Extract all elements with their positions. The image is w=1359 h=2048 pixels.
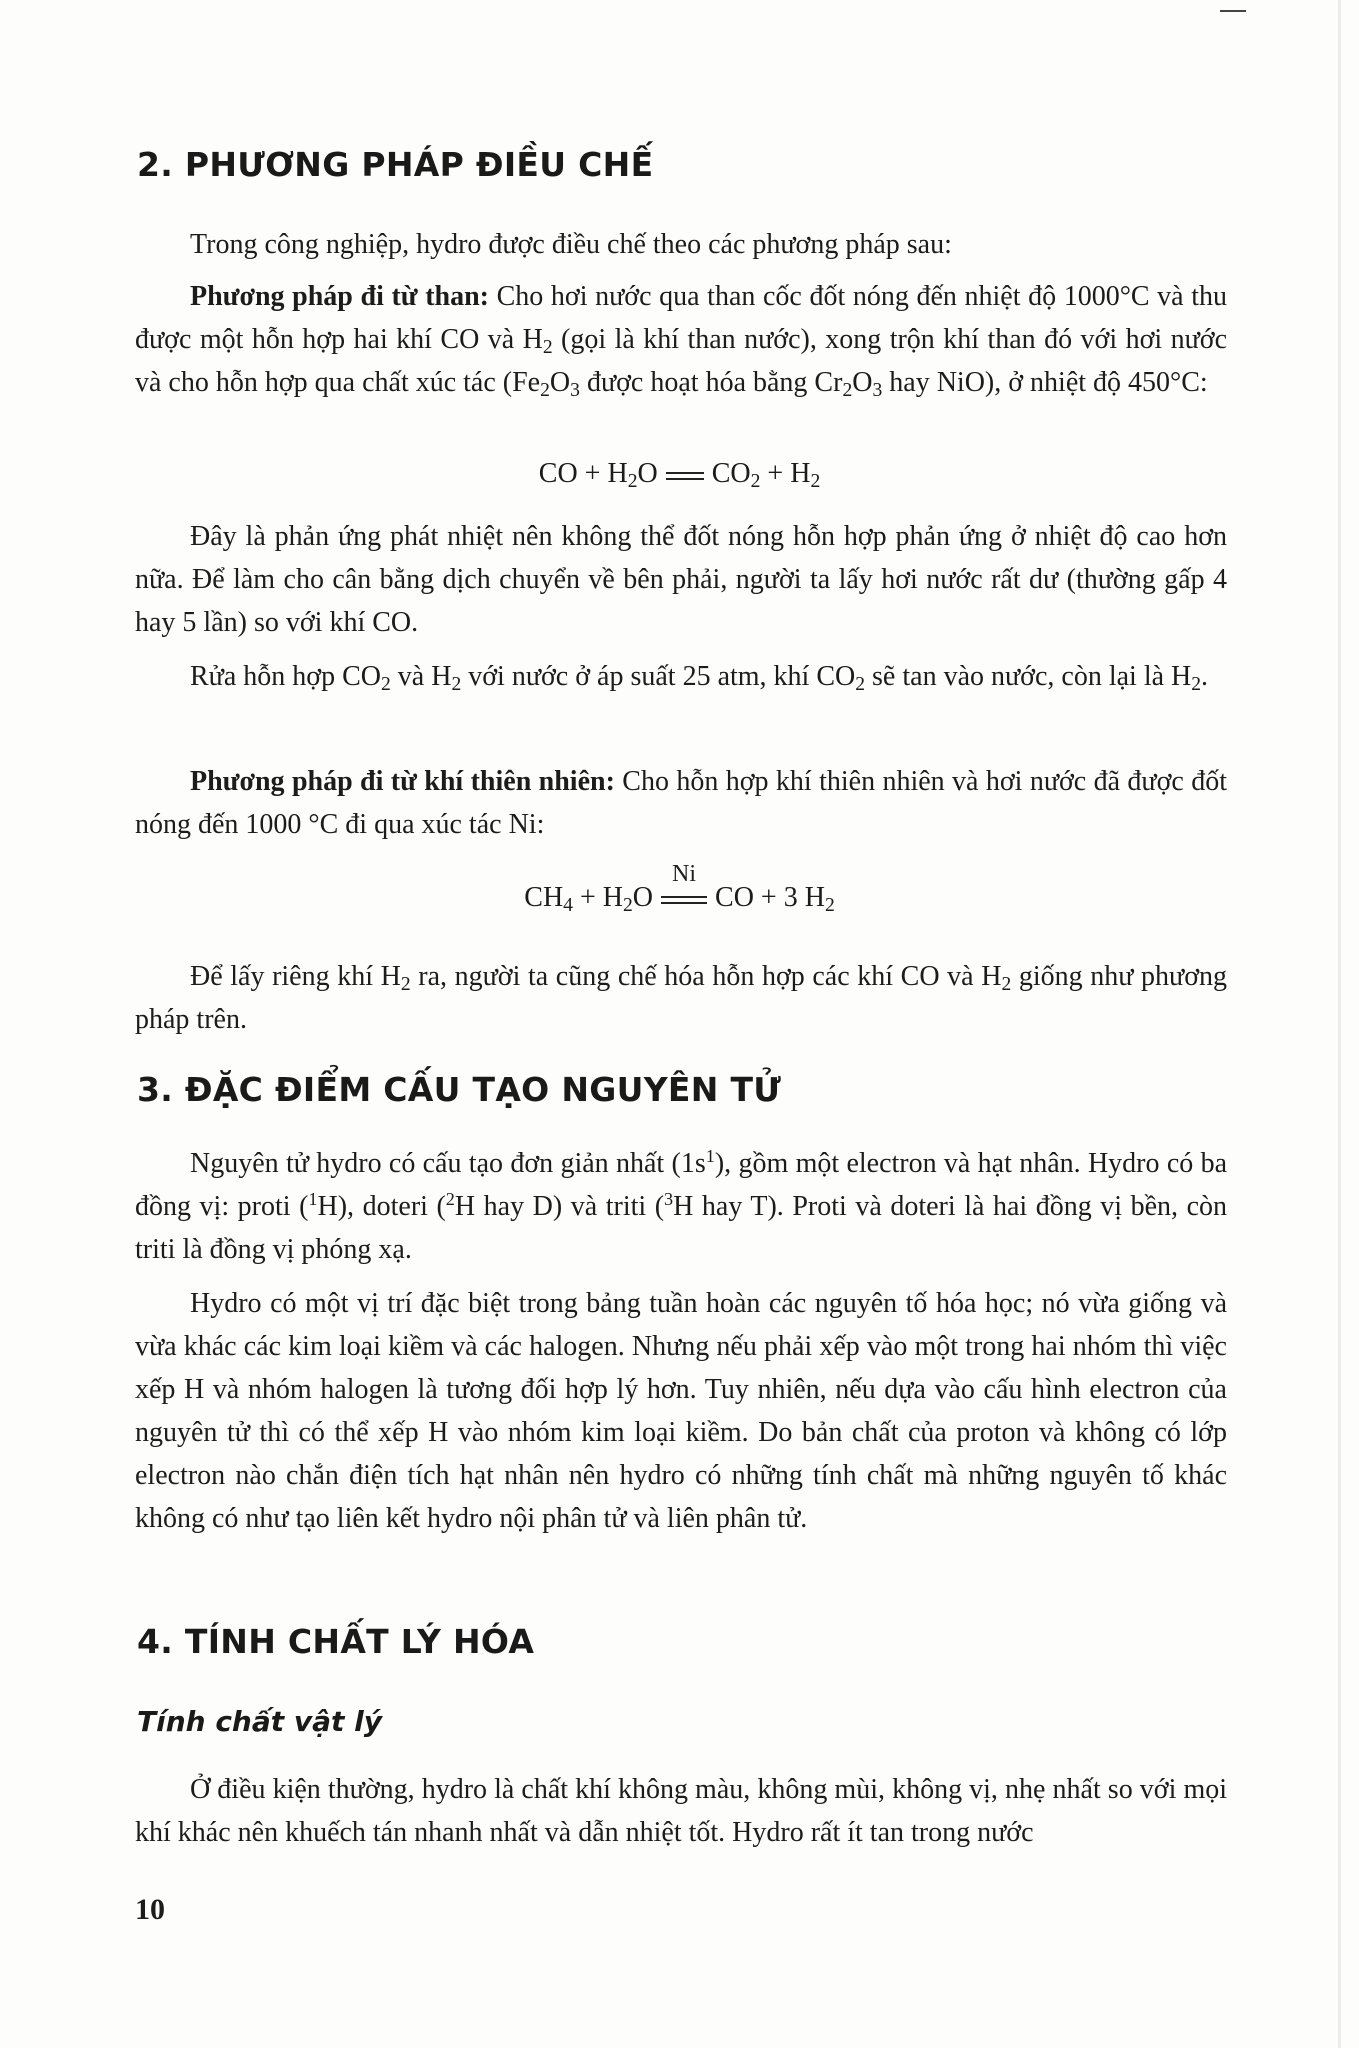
equation-water-gas-shift: CO + $H_2O$ $CO_2 + H_2$ [538, 458, 821, 492]
equation-steam-reforming: $CH_4 + H_2O$ Ni CO + 3 $H_2$ [524, 860, 835, 916]
subheading-physical-properties: Tính chất vật lý [137, 1705, 382, 1738]
paragraph-exothermic: Đây là phản ứng phát nhiệt nên không thể đốt nóng hỗn hợp phản ứng ở nhiệt độ cao hơn nữa. Để làm cho cân bằng dịch chuyển về bên phải, người ta lấy hơi nước rất dư (thường gấp 4 hay 5 lần) so với khí CO. [135, 521, 1227, 638]
page-number: 10 [135, 1893, 165, 1926]
paragraph-intro: Trong công nghiệp, hydro được điều chế theo các phương pháp sau: [190, 229, 952, 260]
paragraph-physical-properties: Ở điều kiện thường, hydro là chất khí không màu, không mùi, không vị, nhẹ nhất so với mọi khí khác nên khuếch tán nhanh nhất và dẫn nhiệt tốt. Hydro rất ít tan trong nước [135, 1774, 1227, 1848]
equilibrium-arrow-icon [664, 469, 706, 483]
section-2-heading: 2. PHƯƠNG PHÁP ĐIỀU CHẾ [137, 145, 654, 184]
paragraph-separation: Để lấy riêng khí $H_2$ ra, người ta cũng chế hóa hỗn hợp các khí CO và $H_2$ giống như phương pháp trên. [135, 961, 1228, 1035]
paragraph-periodic-position: Hydro có một vị trí đặc biệt trong bảng tuần hoàn các nguyên tố hóa học; nó vừa giống và vừa khác các kim loại kiềm và các halogen. Nhưng nếu phải xếp vào một trong hai nhóm thì việc xếp H và nhóm halogen là tương đối hợp lý hơn. Tuy nhiên, nếu dựa vào cấu hình electron của nguyên tử thì có thể xếp H vào nhóm kim loại kiềm. Do bản chất của proton và không có lớp electron nào chắn điện tích hạt nhân nên hydro có những tính chất mà những nguyên tố khác không có như tạo liên kết hydro nội phân tử và liên phân tử. [135, 1288, 1227, 1534]
paragraph-natural-gas-method: Phương pháp đi từ khí thiên nhiên: Cho hỗn hợp khí thiên nhiên và hơi nước đã được đốt nóng đến 1000 °C đi qua xúc tác Ni: [135, 766, 1227, 840]
paragraph-coal-method: Phương pháp đi từ than: Cho hơi nước qua than cốc đốt nóng đến nhiệt độ 1000°C và thu được một hỗn hợp hai khí CO và $H_2$ (gọi là khí than nước), xong trộn khí than đó với hơi nước và cho hỗn hợp qua chất xúc tác ($Fe_2O_3$ được hoạt hóa bằng $Cr_2O_3$ hay NiO), ở nhiệt độ 450°C: [135, 281, 1228, 401]
paragraph-washing: Rửa hỗn hợp $CO_2$ và $H_2$ với nước ở áp suất 25 atm, khí $CO_2$ sẽ tan vào nước, còn lại là $H_2$. [190, 661, 1209, 695]
catalyst-equilibrium-arrow-icon [659, 860, 709, 907]
section-4-heading: 4. TÍNH CHẤT LÝ HÓA [137, 1622, 535, 1661]
section-3-heading: 3. ĐẶC ĐIỂM CẤU TẠO NGUYÊN TỬ [137, 1070, 782, 1109]
catalyst-label: Ni [672, 860, 697, 887]
paragraph-atomic-structure: Nguyên tử hydro có cấu tạo đơn giản nhất $(1s^1)$, gồm một electron và hạt nhân. Hydro có ba đồng vị: proti ($^1$H), doteri ($^2$H hay D) và triti ($^3$H hay T). Proti và doteri là hai đồng vị bền, còn triti là đồng vị phóng xạ. [135, 1146, 1227, 1265]
page-edge [1338, 0, 1341, 2048]
scan-mark [1220, 10, 1246, 12]
